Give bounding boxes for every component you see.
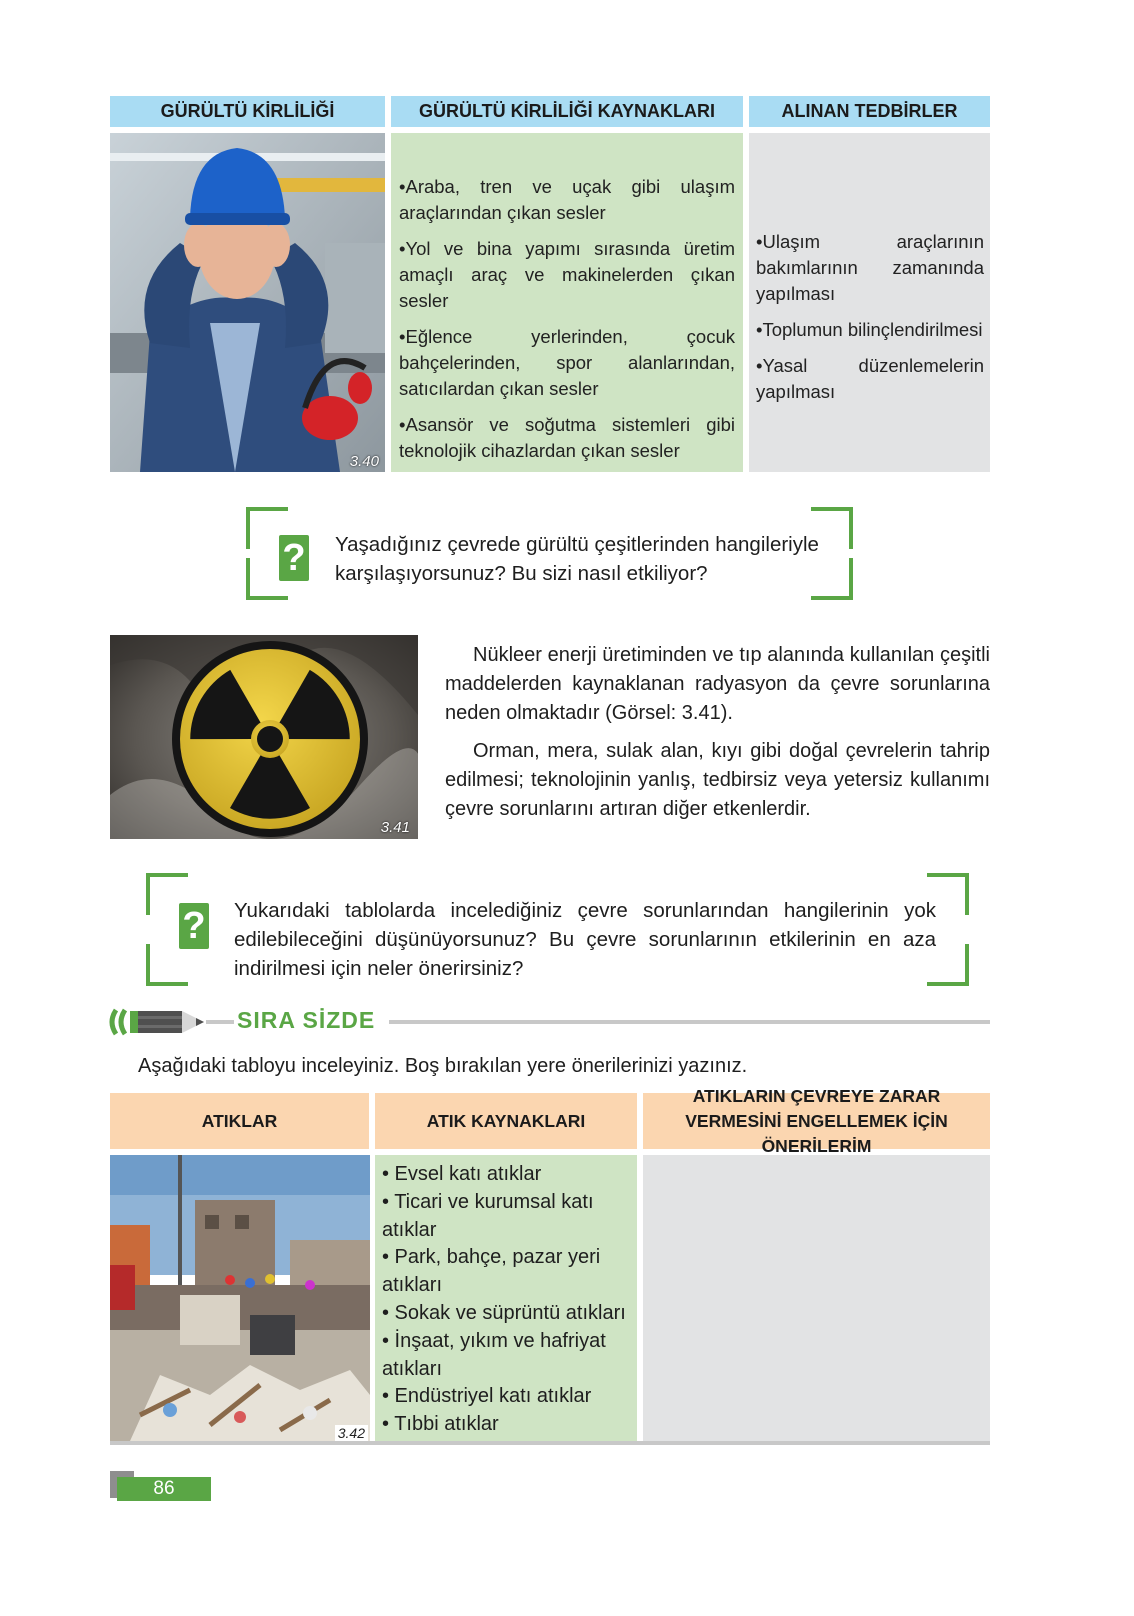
- waste-street-image: [110, 1155, 370, 1441]
- noise-worker-image: [110, 133, 385, 472]
- list-item: • Endüstriyel katı atıklar: [382, 1385, 592, 1408]
- page-number: 86: [117, 1477, 211, 1501]
- figure-caption: 3.42: [335, 1425, 368, 1441]
- list-item: •Ulaşım araçlarının bakımlarının zamanında yapılması: [756, 231, 984, 304]
- list-item: •Araba, tren ve uçak gibi ulaşım araçlarından çıkan sesler: [399, 176, 735, 223]
- list-item: • Tıbbi atıklar: [382, 1413, 499, 1436]
- figure-caption: 3.40: [349, 453, 379, 470]
- question-box-1: [246, 507, 853, 600]
- table2-sources-cell: [375, 1155, 637, 1441]
- question-mark-icon: ?: [179, 903, 209, 949]
- list-item: •Asansör ve soğutma sistemleri gibi teknolojik cihazlardan çıkan sesler: [399, 414, 735, 461]
- list-item: • Ticari ve kurumsal katı atıklar: [382, 1190, 594, 1241]
- table2-suggestions-cell[interactable]: [643, 1155, 990, 1441]
- list-item: • Sokak ve süprüntü atıkları: [382, 1301, 626, 1324]
- list-item: •Eğlence yerlerinden, çocuk bahçelerinden, spor alanlarından, satıcılardan çıkan sesler: [399, 326, 735, 399]
- question-text: Yukarıdaki tablolarda incelediğiniz çevre sorunlarından hangilerinin yok edilebileceğini düşünüyorsunuz? Bu çevre sorunlarının etkilerinin en aza indirilmesi için neler önerirsiniz?: [234, 899, 936, 980]
- list-item: •Toplumun bilinçlendirilmesi: [756, 319, 983, 340]
- paragraph: Orman, mera, sulak alan, kıyı gibi doğal çevrelerin tahrip edilmesi; teknolojinin yanlış, tedbirsiz veya yetersiz kullanımı çevre sorunlarını artıran diğer etkenlerdir.: [445, 740, 990, 820]
- list-item: • İnşaat, yıkım ve hafriyat atıkları: [382, 1329, 606, 1380]
- list-item: •Yasal düzenlemelerin yapılması: [756, 355, 984, 402]
- table2-header-sources: ATIK KAYNAKLARI: [375, 1093, 637, 1149]
- section-title: SIRA SİZDE: [237, 1007, 376, 1033]
- pencil-icon: [108, 1008, 234, 1036]
- paragraph: Nükleer enerji üretiminden ve tıp alanında kullanılan çeşitli maddelerden kaynaklanan radyasyon da çevre sorunlarına neden olmaktadır (Görsel: 3.41).: [445, 644, 990, 724]
- question-mark-icon: ?: [279, 535, 309, 581]
- list-item: •Yol ve bina yapımı sırasında üretim amaçlı araç ve makinelerden çıkan sesler: [399, 238, 735, 311]
- table1-header-sources: GÜRÜLTÜ KİRLİLİĞİ KAYNAKLARI: [391, 96, 743, 127]
- radiation-image: [110, 635, 418, 839]
- radiation-text: [445, 641, 990, 833]
- figure-caption: 3.41: [380, 819, 410, 836]
- table1-header-measures: ALINAN TEDBİRLER: [749, 96, 990, 127]
- list-item: • Evsel katı atıklar: [382, 1163, 542, 1185]
- question-box-2: [146, 873, 969, 986]
- table1-header-noise: GÜRÜLTÜ KİRLİLİĞİ: [110, 96, 385, 127]
- table2-bottom-line: [110, 1441, 990, 1445]
- table2-header-waste: ATIKLAR: [110, 1093, 369, 1149]
- section-divider: [389, 1020, 990, 1024]
- list-item: • Park, bahçe, pazar yeri atıkları: [382, 1246, 601, 1297]
- table1-sources-cell: [391, 133, 743, 472]
- table1-measures-cell: [749, 133, 990, 472]
- question-text: Yaşadığınız çevrede gürültü çeşitlerinden hangileriyle karşılaşıyorsunuz? Bu sizi nasıl etkiliyor?: [335, 533, 819, 585]
- instruction-text: Aşağıdaki tabloyu inceleyiniz. Boş bırakılan yere önerilerinizi yazınız.: [138, 1055, 748, 1077]
- table2-header-suggestions: ATIKLARIN ÇEVREYE ZARAR VERMESİNİ ENGELLEMEK İÇİN ÖNERİLERİM: [643, 1093, 990, 1149]
